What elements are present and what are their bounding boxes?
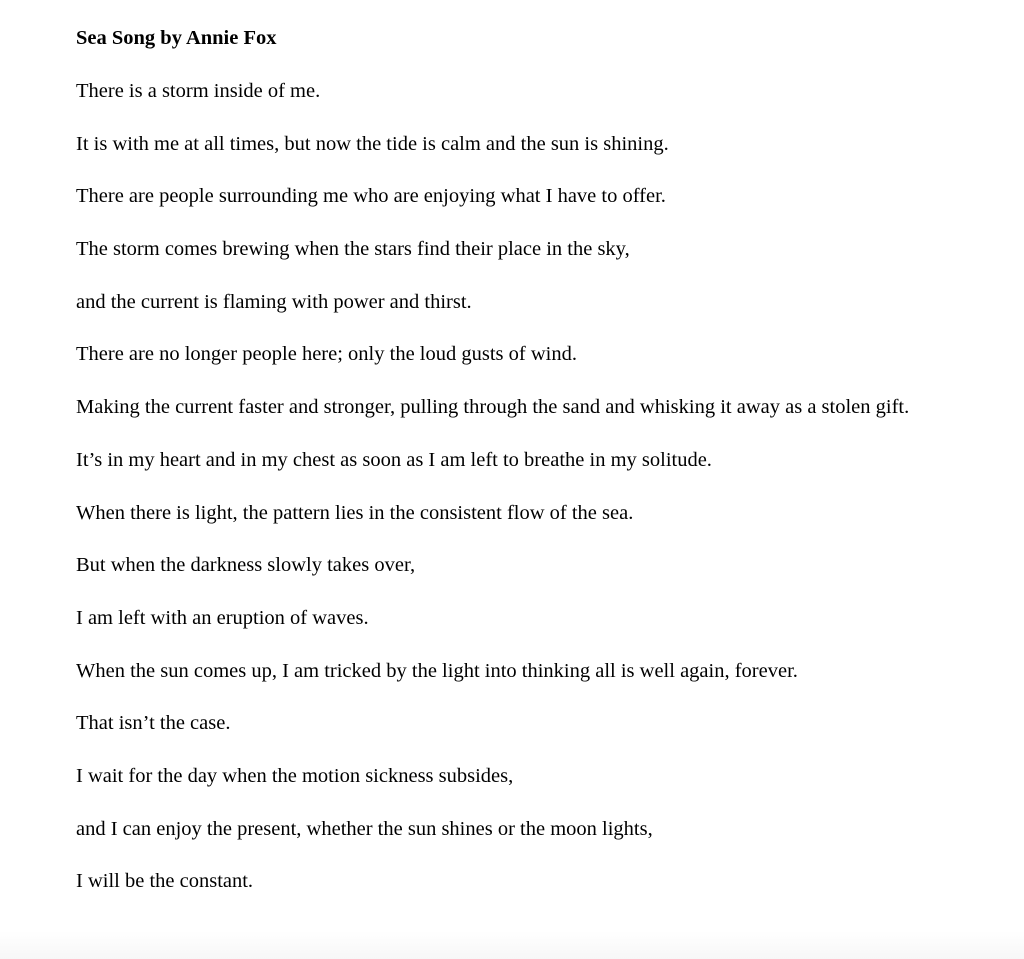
poem-line: But when the darkness slowly takes over, (76, 554, 416, 577)
poem-line: When there is light, the pattern lies in the consistent flow of the sea. (76, 501, 634, 524)
poem-line: That isn’t the case. (76, 712, 231, 735)
poem-line: Making the current faster and stronger, pulling through the sand and whisking it away as a stolen gift. (76, 396, 910, 419)
poem-line: It’s in my heart and in my chest as soon as I am left to breathe in my solitude. (76, 448, 712, 471)
poem-line: and I can enjoy the present, whether the sun shines or the moon lights, (76, 817, 653, 840)
page-bottom-shade (0, 931, 1024, 959)
poem-document (76, 24, 1016, 920)
poem-line: The storm comes brewing when the stars find their place in the sky, (76, 238, 630, 261)
poem-line: I am left with an eruption of waves. (76, 606, 369, 629)
poem-title: Sea Song by Annie Fox (76, 27, 277, 49)
poem-line: and the current is flaming with power and thirst. (76, 290, 472, 313)
poem-line: There are people surrounding me who are enjoying what I have to offer. (76, 185, 666, 208)
poem-line: When the sun comes up, I am tricked by the light into thinking all is well again, forever. (76, 659, 798, 682)
poem-line: I will be the constant. (76, 870, 254, 893)
poem-line: I wait for the day when the motion sickness subsides, (76, 764, 514, 787)
poem-line: There is a storm inside of me. (76, 80, 321, 102)
poem-line: It is with me at all times, but now the tide is calm and the sun is shining. (76, 132, 669, 155)
poem-line: There are no longer people here; only the loud gusts of wind. (76, 343, 577, 366)
